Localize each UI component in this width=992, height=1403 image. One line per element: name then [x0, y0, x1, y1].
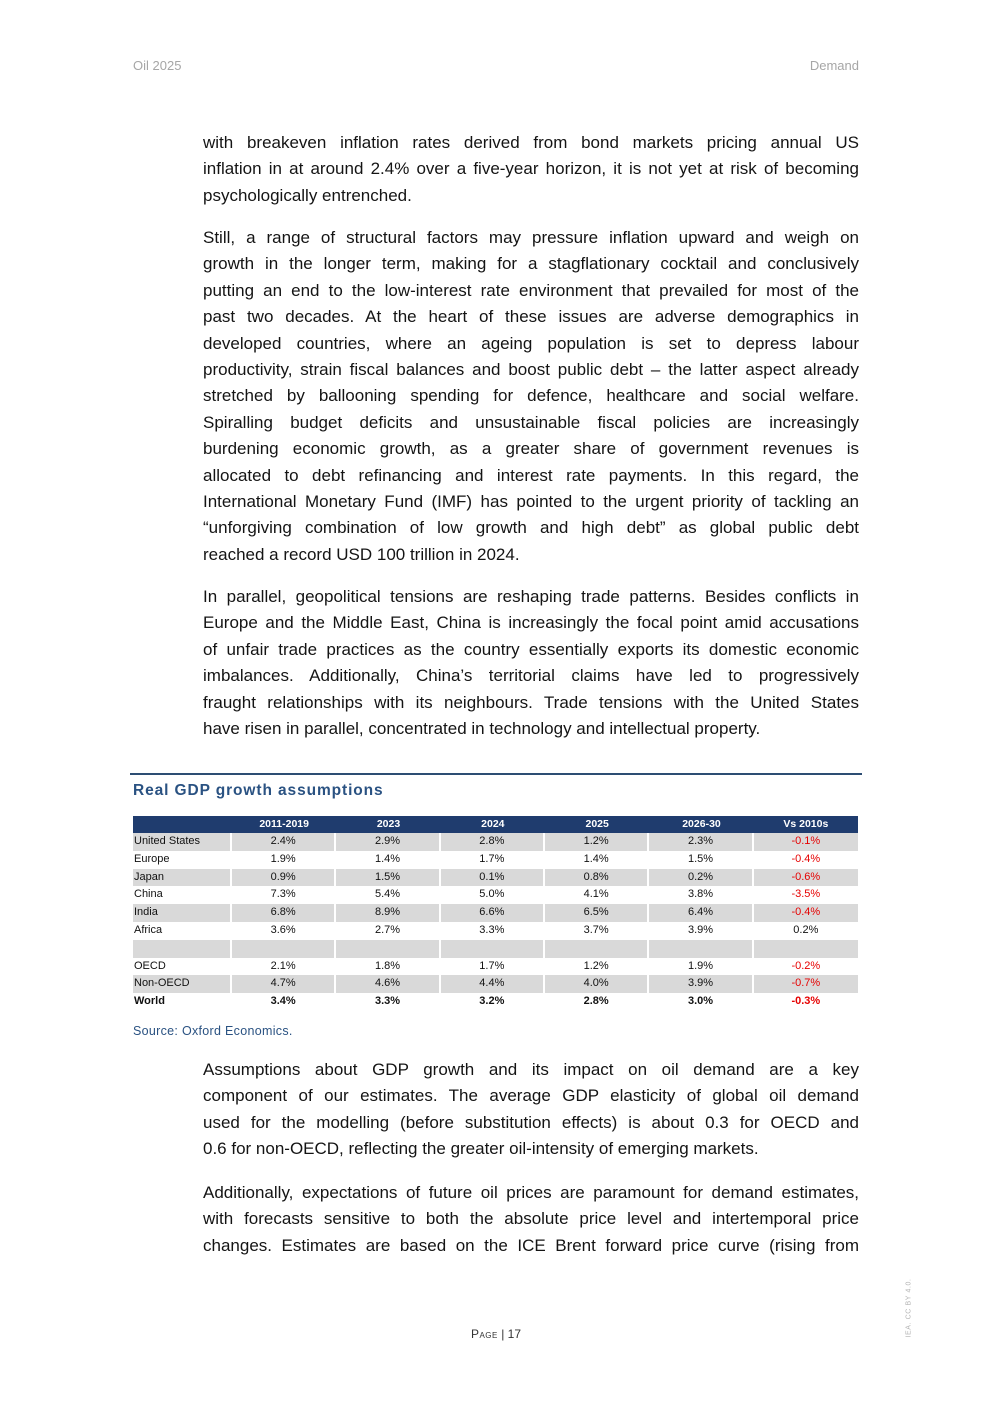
table-title: Real GDP growth assumptions [133, 782, 384, 799]
table-cell: 1.7% [441, 851, 545, 869]
table-header-cell: 2011-2019 [259, 818, 309, 830]
table-cell: 2.7% [336, 922, 440, 940]
table-cell: 0.2% [793, 923, 819, 936]
table-cell: -0.2% [791, 959, 821, 972]
paragraph [203, 1180, 859, 1259]
table-cell-empty [336, 940, 440, 958]
table-cell: -0.7% [754, 975, 858, 993]
table-spacer-row [133, 940, 858, 958]
table-cell: 3.7% [545, 922, 649, 940]
table-cell: 3.2% [441, 993, 545, 1011]
table-cell: 2.3% [649, 833, 753, 851]
table-cell: 1.4% [545, 851, 649, 869]
text-line: of unfair trade practices as the country essentially exports its domestic economic [203, 639, 859, 659]
table-cell: 3.3% [336, 993, 440, 1011]
text-line: with breakeven inflation rates derived from bond markets pricing annual US [203, 133, 859, 152]
table-cell: 0.8% [545, 869, 649, 887]
table-cell-empty [441, 940, 545, 958]
text-line: burdening economic growth, as a greater share of government revenues is [203, 439, 859, 459]
text-line: reached a record USD 100 trillion in 2024. [203, 544, 520, 564]
text-line: stretched by ballooning spending for defence, healthcare and social welfare. [203, 386, 859, 406]
table-cell: 3.3% [441, 922, 545, 940]
table-header-row [133, 816, 858, 833]
row-label: Japan [133, 869, 232, 887]
text-line: putting an end to the low-interest rate environment that prevailed for most of the [203, 280, 859, 300]
text-line: Still, a range of structural factors may pressure inflation upward and weigh on [203, 228, 859, 247]
text-line: Assumptions about GDP growth and its impact on oil demand are a key [203, 1060, 859, 1079]
text-line: Additionally, expectations of future oil prices are paramount for demand estimates, [203, 1183, 859, 1202]
table-cell: 3.9% [649, 922, 753, 940]
text-line: Europe and the Middle East, China is increasingly the focal point amid accusations [203, 613, 859, 633]
table-cell: 1.4% [336, 851, 440, 869]
table-cell-empty [545, 940, 649, 958]
table-row [133, 922, 858, 940]
text-line: used for the modelling (before substitution effects) is about 0.3 for OECD and [203, 1112, 859, 1132]
text-line: In parallel, geopolitical tensions are reshaping trade patterns. Besides conflicts in [203, 587, 859, 606]
row-label: Africa [133, 922, 232, 940]
page-label: Page [470, 1327, 498, 1341]
paragraph [203, 130, 859, 209]
table-cell: -0.6% [754, 869, 858, 887]
table-row [133, 833, 858, 851]
table-cell: 6.4% [649, 904, 753, 922]
text-line: inflation in at around 2.4% over a five-year horizon, it is not yet at risk of becoming [203, 159, 859, 179]
table-cell: 2.1% [232, 958, 336, 976]
gdp-table [133, 816, 858, 1011]
table-cell: -0.1% [754, 833, 858, 851]
text-line: developed countries, where an ageing population is set to depress labour [203, 333, 859, 353]
table-cell: 3.4% [232, 993, 336, 1011]
table-row [133, 993, 858, 1011]
text-line: allocated to debt refinancing and interest rate payments. In this regard, the [203, 465, 859, 485]
table-header-cell: 2026-30 [682, 818, 721, 830]
table-cell: -0.4% [754, 904, 858, 922]
table-cell: 1.5% [336, 869, 440, 887]
table-cell: 1.5% [649, 851, 753, 869]
table-cell: 0.1% [441, 869, 545, 887]
text-line: with forecasts sensitive to both the absolute price level and intertemporal price [203, 1209, 859, 1229]
table-row [133, 851, 858, 869]
table-cell: 2.9% [336, 833, 440, 851]
text-line: “unforgiving combination of low growth and high debt” as global public debt [203, 518, 859, 538]
table-cell: 4.1% [545, 886, 649, 904]
table-cell: 2.4% [232, 833, 336, 851]
table-cell: 1.9% [232, 851, 336, 869]
text-line: psychologically entrenched. [203, 185, 412, 205]
table-row [133, 869, 858, 887]
table-cell-empty [649, 940, 753, 958]
text-line: past two decades. At the heart of these issues are adverse demographics in [203, 307, 859, 327]
table-cell: 6.5% [545, 904, 649, 922]
table-row [133, 904, 858, 922]
page-number: 17 [507, 1327, 522, 1341]
table-cell: 1.7% [441, 958, 545, 976]
paragraph [203, 1057, 859, 1163]
running-header-title: Oil 2025 [133, 58, 182, 73]
table-source-note: Source: Oxford Economics. [133, 1024, 293, 1038]
table-cell-empty [133, 940, 232, 958]
table-cell: 0.2% [649, 869, 753, 887]
text-line: imbalances. Additionally, China’s territorial claims have led to progressively [203, 666, 859, 686]
table-cell: 1.2% [545, 958, 649, 976]
text-line: growth in the longer term, making for a stagflationary cocktail and conclusively [203, 254, 859, 274]
table-header-cell: Vs 2010s [783, 818, 829, 830]
paragraph [203, 225, 859, 568]
table-cell: -3.5% [791, 888, 821, 901]
text-line: component of our estimates. The average GDP elasticity of global oil demand [203, 1086, 859, 1106]
table-row [133, 975, 858, 993]
table-cell: 4.7% [232, 975, 336, 993]
table-cell: 4.4% [441, 975, 545, 993]
table-cell: 4.0% [545, 975, 649, 993]
running-header-section: Demand [809, 58, 859, 73]
page-separator: | [501, 1327, 505, 1341]
paragraph [203, 584, 859, 742]
row-label: OECD [133, 958, 232, 976]
table-cell: 1.2% [545, 833, 649, 851]
table-cell: 6.6% [441, 904, 545, 922]
row-label: Europe [133, 851, 232, 869]
table-cell-empty [754, 940, 858, 958]
table-header-cell: 2025 [585, 818, 609, 830]
table-header-corner [133, 816, 232, 833]
text-line: have risen in parallel, concentrated in technology and intellectual property. [203, 718, 761, 738]
table-row [133, 958, 858, 976]
table-top-rule [130, 773, 862, 775]
table-cell: 8.9% [336, 904, 440, 922]
text-line: 0.6 for non-OECD, reflecting the greater oil-intensity of emerging markets. [203, 1139, 759, 1159]
table-cell: 1.9% [649, 958, 753, 976]
table-cell: 0.9% [232, 869, 336, 887]
text-line: International Monetary Fund (IMF) has pointed to the urgent priority of tackling an [203, 491, 859, 511]
table-cell: 3.8% [649, 886, 753, 904]
table-cell: 5.4% [336, 886, 440, 904]
row-label: Non-OECD [133, 975, 232, 993]
table-cell: -0.3% [791, 995, 821, 1008]
table-cell: 2.8% [545, 993, 649, 1011]
text-line: fraught relationships with its neighbours. Trade tensions with the United States [203, 692, 859, 712]
row-label: China [133, 886, 232, 904]
table-cell: 7.3% [232, 886, 336, 904]
table-row [133, 886, 858, 904]
row-label: United States [133, 833, 232, 851]
row-label: World [133, 993, 232, 1011]
table-cell: 4.6% [336, 975, 440, 993]
table-cell-empty [232, 940, 336, 958]
text-line: Spiralling budget deficits and unsustainable fiscal policies are increasingly [203, 412, 859, 432]
table-cell: 3.0% [649, 993, 753, 1011]
table-header-cell: 2023 [376, 818, 401, 830]
table-cell: 3.9% [649, 975, 753, 993]
table-cell: -0.4% [791, 852, 821, 865]
table-cell: 5.0% [441, 886, 545, 904]
table-header-cell: 2024 [481, 818, 505, 830]
row-label: India [133, 904, 232, 922]
table-cell: 1.8% [336, 958, 440, 976]
page-footer [0, 1326, 992, 1342]
table-cell: 3.6% [232, 922, 336, 940]
table-cell: 6.8% [232, 904, 336, 922]
text-line: changes. Estimates are based on the ICE Brent forward price curve (rising from [203, 1235, 859, 1255]
table-cell: 2.8% [441, 833, 545, 851]
text-line: productivity, strain fiscal balances and boost public debt – the latter aspect already [203, 359, 859, 379]
license-notice: IEA. CC BY 4.0. [905, 1278, 913, 1338]
